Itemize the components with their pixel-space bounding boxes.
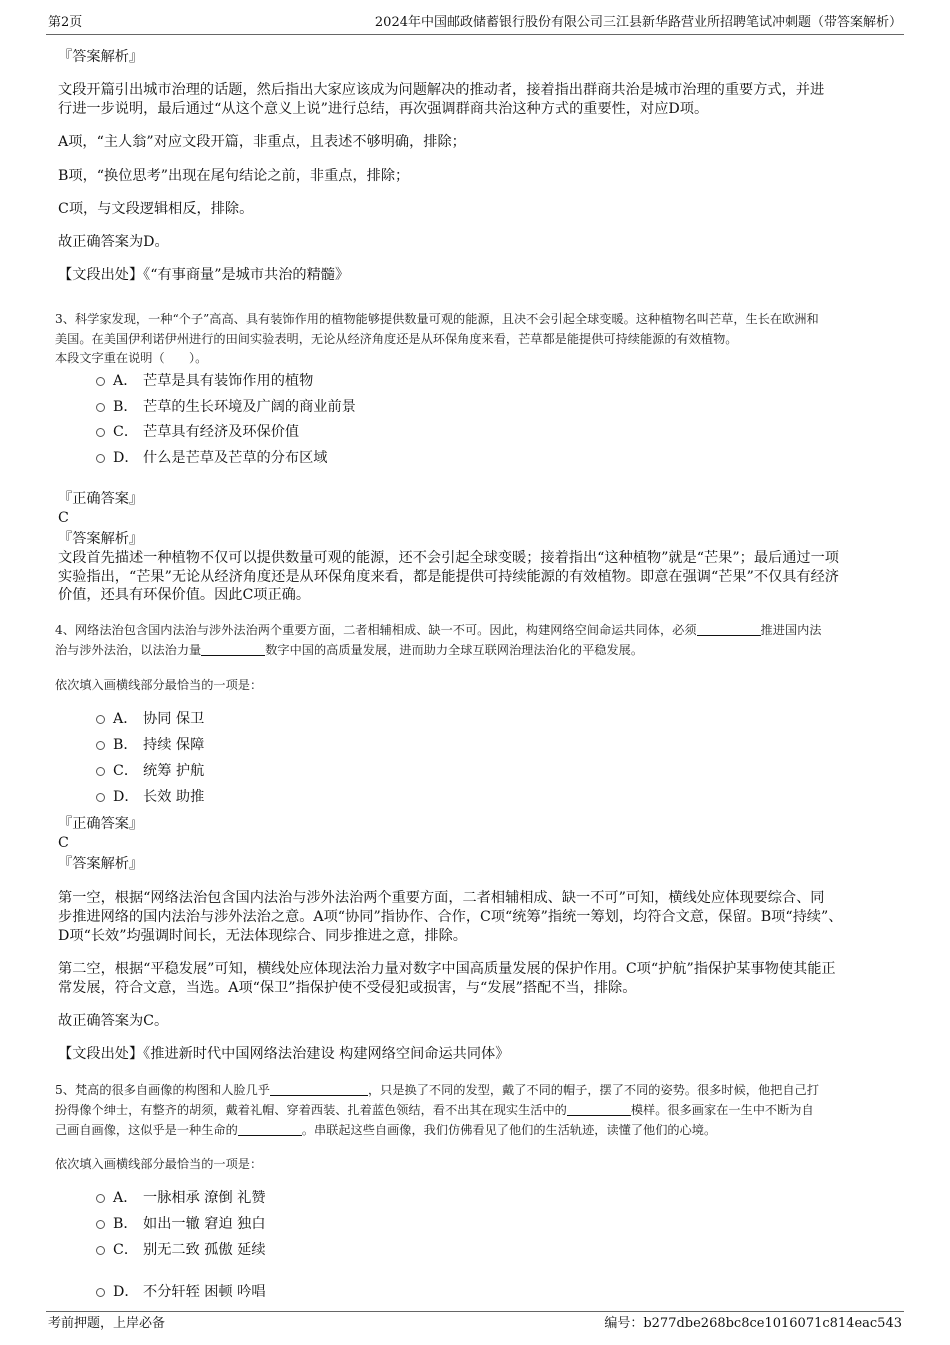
option-b[interactable]: B． 如出一辙 窘迫 独白 (96, 1214, 266, 1234)
analysis-label: 『答案解析』 (58, 856, 144, 872)
question-stem: 己画自画像，这似乎是一种生命的 。串联起这些自画像，我们仿佛看见了他们的生活轨迹，读懂了他们的心境。 (55, 1123, 717, 1137)
fill-blank (201, 643, 265, 656)
option-c[interactable]: C． 芒草具有经济及环保价值 (96, 422, 299, 442)
option-a[interactable]: A． 一脉相承 潦倒 礼赞 (96, 1188, 266, 1208)
paragraph: 第二空，根据“平稳发展”可知，横线处应体现法治力量对数字中国高质量发展的保护作用。C项“护航”指保护某事物使其能正 (58, 961, 836, 977)
option-d[interactable]: D． 长效 助推 (96, 787, 204, 807)
radio-icon[interactable] (96, 767, 105, 776)
conclusion: 故正确答案为C。 (58, 1013, 169, 1029)
paragraph: 第一空，根据“网络法治包含国内法治与涉外法治两个重要方面，二者相辅相成、缺一不可”可知，横线处应体现要综合、同 (58, 890, 825, 906)
paragraph: 文段首先描述一种植物不仅可以提供数量可观的能源，还不会引起全球变暖；接着指出“这种植物”就是“芒果”；最后通过一项 (58, 550, 839, 566)
question-stem: 本段文字重在说明（ ）。 (55, 351, 208, 365)
fill-blank (270, 1083, 368, 1096)
answer-value: C (58, 835, 69, 851)
question-stem: 3、科学家发现，一种“个子”高高、具有装饰作用的植物能够提供数量可观的能源，且决不会引起全球变暖。这种植物名叫芒草，生长在欧洲和 (55, 312, 819, 326)
radio-icon[interactable] (96, 377, 105, 386)
paragraph: 步推进网络的国内法治与涉外法治之意。A项“协同”指协作、合作，C项“统筹”指统一筹划，均符合文意，保留。B项“持续”、 (58, 909, 843, 925)
radio-icon[interactable] (96, 428, 105, 437)
conclusion: 故正确答案为D。 (58, 234, 169, 250)
option-b[interactable]: B． 持续 保障 (96, 735, 204, 755)
source: 【文段出处】《推进新时代中国网络法治建设 构建网络空间命运共同体》 (58, 1046, 510, 1062)
radio-icon[interactable] (96, 403, 105, 412)
radio-icon[interactable] (96, 454, 105, 463)
radio-icon[interactable] (96, 1246, 105, 1255)
option-d[interactable]: D． 什么是芒草及芒草的分布区域 (96, 448, 327, 468)
paragraph: D项“长效”均强调时间长，无法体现综合、同步推进之意，排除。 (58, 928, 467, 944)
paragraph: 常发展，符合文意，当选。A项“保卫”指保护使不受侵犯或损害，与“发展”搭配不当，排除。 (58, 980, 637, 996)
radio-icon[interactable] (96, 793, 105, 802)
radio-icon[interactable] (96, 715, 105, 724)
paragraph: 文段开篇引出城市治理的话题，然后指出大家应该成为问题解决的推动者，接着指出群商共治是城市治理的重要方式，并进 (58, 82, 825, 98)
option-b[interactable]: B． 芒草的生长环境及广阔的商业前景 (96, 397, 356, 417)
question-stem: 美国。在美国伊利诺伊州进行的田间实验表明，无论从经济角度还是从环保角度来看，芒草都是能提供可持续能源的有效植物。 (55, 332, 738, 346)
analysis-label: 『答案解析』 (58, 531, 144, 547)
document-id: 编号：b277dbe268bc8ce1016071c814eac543 (604, 1316, 902, 1331)
document-title: 2024年中国邮政储蓄银行股份有限公司三江县新华路营业所招聘笔试冲刺题（带答案解析） (374, 15, 902, 30)
question-prompt: 依次填入画横线部分最恰当的一项是： (55, 1157, 263, 1171)
fill-blank (238, 1123, 302, 1136)
page-footer (46, 1311, 904, 1334)
radio-icon[interactable] (96, 1220, 105, 1229)
answer-value: C (58, 510, 69, 526)
paragraph: 行进一步说明，最后通过“从这个意义上说”进行总结，再次强调群商共治这种方式的重要性，对应D项。 (58, 101, 709, 117)
option-a[interactable]: A． 芒草是具有装饰作用的植物 (96, 371, 313, 391)
footer-slogan: 考前押题，上岸必备 (48, 1316, 166, 1331)
paragraph: 实验指出，“芒果”无论从经济角度还是从环保角度来看，都是能提供可持续能源的有效植物。即意在强调“芒果”不仅具有经济 (58, 569, 839, 585)
question-stem: 治与涉外法治，以法治力量 数字中国的高质量发展，进而助力全球互联网治理法治化的平稳发展。 (55, 643, 644, 657)
answer-label: 『正确答案』 (58, 491, 144, 507)
page-number: 第2页 (48, 15, 83, 30)
paragraph: A项，“主人翁”对应文段开篇，非重点，且表述不够明确，排除； (58, 134, 466, 150)
source: 【文段出处】《“有事商量”是城市共治的精髓》 (58, 267, 350, 283)
radio-icon[interactable] (96, 1194, 105, 1203)
fill-blank (697, 623, 761, 636)
paragraph: B项，“换位思考”出现在尾句结论之前，非重点，排除； (58, 168, 410, 184)
paragraph: 价值，还具有环保价值。因此C项正确。 (58, 587, 311, 603)
option-d[interactable]: D． 不分轩轾 困顿 吟唱 (96, 1282, 266, 1302)
question-stem: 4、网络法治包含国内法治与涉外法治两个重要方面，二者相辅相成、缺一不可。因此，构建网络空间命运共同体，必须 推进国内法 (55, 623, 822, 637)
page-header (46, 14, 904, 35)
question-stem: 扮得像个绅士，有整齐的胡须，戴着礼帽、穿着西装、扎着蓝色领结，看不出其在现实生活中的 模样。很多画家在一生中不断为自 (55, 1103, 814, 1117)
answer-label: 『正确答案』 (58, 816, 144, 832)
radio-icon[interactable] (96, 1288, 105, 1297)
option-c[interactable]: C． 别无二致 孤傲 延续 (96, 1240, 266, 1260)
question-prompt: 依次填入画横线部分最恰当的一项是： (55, 678, 263, 692)
fill-blank (567, 1103, 631, 1116)
analysis-label: 『答案解析』 (58, 49, 144, 65)
option-c[interactable]: C． 统筹 护航 (96, 761, 204, 781)
option-a[interactable]: A． 协同 保卫 (96, 709, 204, 729)
question-stem: 5、梵高的很多自画像的构图和人脸几乎 ，只是换了不同的发型，戴了不同的帽子，摆了不同的姿势。很多时候，他把自己打 (55, 1083, 819, 1097)
radio-icon[interactable] (96, 741, 105, 750)
paragraph: C项，与文段逻辑相反，排除。 (58, 201, 254, 217)
